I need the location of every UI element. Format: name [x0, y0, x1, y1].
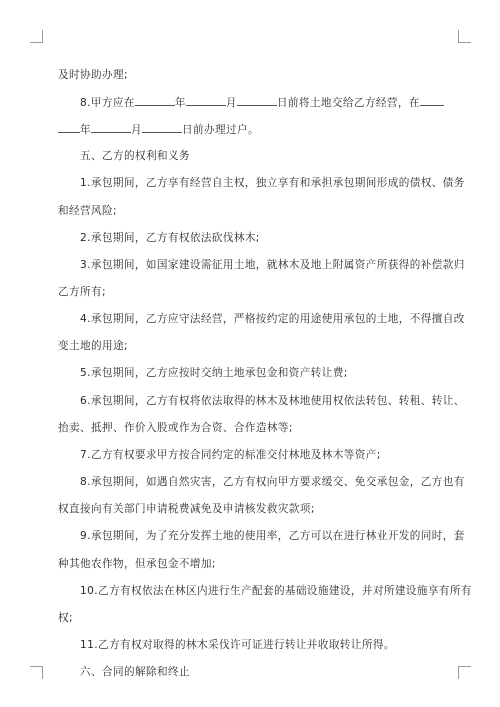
text-line: 1.承包期间，乙方享有经营自主权，独立享有和承担承包期间形成的债权、债务 — [80, 177, 465, 189]
text-line: 抬卖、抵押、作价入股或作为合资、合作造林等; — [58, 422, 293, 434]
text-line: 8.承包期间，如遇自然灾害，乙方有权向甲方要求缓交、免交承包金，乙方也有 — [80, 476, 465, 488]
clause-text: 8.甲方应在 — [80, 97, 135, 109]
section-heading: 六、合同的解除和终止 — [80, 666, 190, 678]
text-line: 变土地的用途; — [58, 340, 128, 352]
text-line: 及时协助办理; — [58, 69, 128, 81]
clause-8-handover-line-2 — [58, 122, 259, 137]
text-line: 乙方所有; — [58, 286, 106, 298]
fill-in-blank — [186, 95, 226, 106]
fill-in-blank — [135, 95, 175, 106]
text-line: 2.承包期间，乙方有权依法砍伐林木; — [80, 232, 260, 244]
text-line: 9.承包期间，为了充分发挥土地的使用率，乙方可以在进行林业开发的同时，套 — [80, 530, 465, 542]
fill-in-blank — [58, 122, 80, 133]
clause-text: 月 — [225, 97, 237, 109]
section-heading: 五、乙方的权利和义务 — [80, 150, 190, 162]
text-line: 4.承包期间，乙方应守法经营，严格按约定的用途使用承包的土地，不得擅自改 — [80, 313, 465, 325]
text-line: 11.乙方有权对取得的林木采伐许可证进行转让并收取转让所得。 — [80, 639, 395, 651]
clause-text: 日前将土地交给乙方经营，在 — [276, 97, 420, 109]
text-line: 10.乙方有权依法在林区内进行生产配套的基础设施建设，并对所建设施享有所有 — [80, 585, 472, 597]
text-line: 7.乙方有权要求甲方按合同约定的标准交付林地及林木等资产; — [80, 449, 381, 461]
text-line: 种其他农作物，但承包金不增加; — [58, 558, 216, 570]
clause-text: 日前办理过户。 — [182, 124, 259, 136]
crop-mark-bottom-left — [30, 666, 43, 679]
text-line: 权直接向有关部门申请税费减免及申请核发救灾款项; — [58, 503, 315, 515]
crop-mark-bottom-right — [458, 666, 471, 679]
clause-text: 年 — [80, 124, 91, 136]
crop-mark-top-left — [30, 30, 43, 43]
text-line: 和经营风险; — [58, 205, 117, 217]
fill-in-blank — [142, 122, 182, 133]
clause-text: 月 — [131, 124, 142, 136]
fill-in-blank — [237, 95, 277, 106]
crop-mark-top-right — [458, 30, 471, 43]
clause-8-handover-line-1 — [80, 95, 444, 110]
clause-text: 年 — [174, 97, 186, 109]
fill-in-blank — [91, 122, 131, 133]
text-line: 3.承包期间，如国家建设需征用土地，就林木及地上附属资产所获得的补偿款归 — [80, 259, 465, 271]
text-line: 6.承包期间，乙方有权将依法取得的林木及林地使用权依法转包、转租、转让、 — [80, 395, 465, 407]
fill-in-blank — [420, 95, 444, 106]
text-line: 5.承包期间，乙方应按时交纳土地承包金和资产转让费; — [80, 367, 348, 379]
text-line: 权; — [58, 612, 73, 624]
